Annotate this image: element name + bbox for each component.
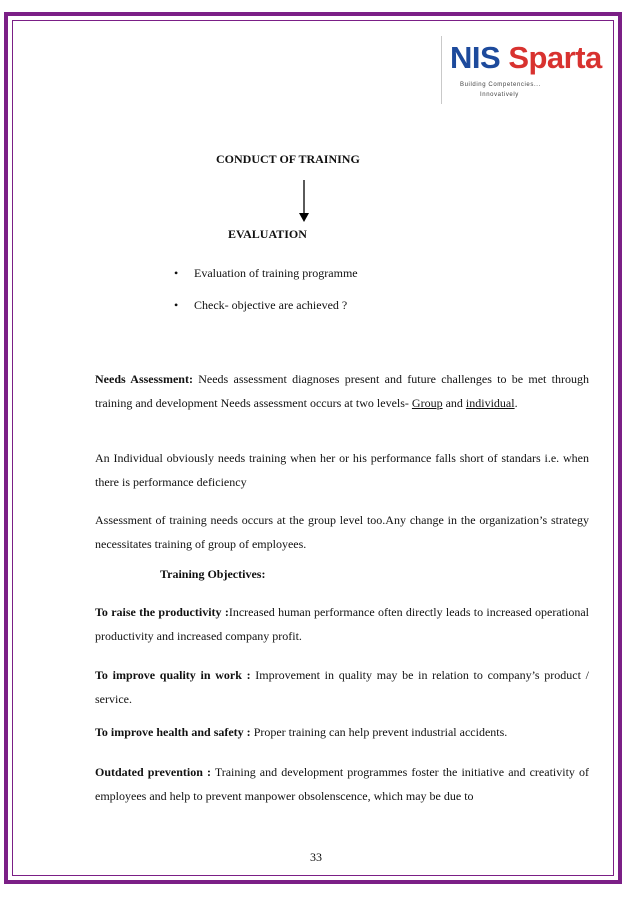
individual-term: individual — [465, 396, 515, 410]
objective-outdated-prevention: Outdated prevention : Training and development programmes foster the initiative and creativity of employees and help to prevent manpower obsolenscence, which may be due to — [95, 765, 589, 803]
logo-sparta: Sparta — [508, 40, 602, 75]
down-arrow-icon — [298, 180, 310, 222]
objective-productivity: To raise the productivity :Increased human performance often directly leads to increased operational productivity and increased company profit. — [95, 605, 589, 643]
group-term: Group — [411, 396, 443, 410]
needs-assessment-paragraph: Needs Assessment: Needs assessment diagnoses present and future challenges to be met through training and development Needs assessment occurs at two levels- Group and individual. — [95, 372, 589, 410]
logo-wordmark — [450, 40, 602, 76]
objective-quality: To improve quality in work : Improvement in quality may be in relation to company’s product / service. — [95, 668, 589, 706]
group-needs-paragraph: Assessment of training needs occurs at the group level too.Any change in the organization’s strategy necessitates training of group of employees. — [95, 513, 589, 551]
logo-tagline-1: Building Competencies... — [460, 82, 541, 88]
bullet-dot-icon: • — [174, 298, 179, 312]
logo-nis: NIS — [450, 40, 501, 75]
individual-needs-paragraph: An Individual obviously needs training when her or his performance falls short of standars i.e. when there is performance deficiency — [95, 451, 589, 489]
objective-health-safety: To improve health and safety : Proper training can help prevent industrial accidents. — [95, 725, 508, 739]
training-objectives-heading: Training Objectives: — [160, 567, 266, 581]
page-number: 33 — [310, 850, 322, 864]
logo-tagline-2: Innovatively — [480, 92, 519, 98]
bullet-item: • Evaluation of training programme — [174, 266, 358, 280]
company-logo — [441, 36, 618, 104]
needs-assessment-heading: Needs Assessment: — [95, 372, 193, 386]
bullet-dot-icon: • — [174, 266, 179, 280]
conduct-of-training-label: CONDUCT OF TRAINING — [216, 152, 360, 166]
evaluation-label: EVALUATION — [228, 227, 307, 241]
bullet-item: • Check- objective are achieved ? — [174, 298, 348, 312]
